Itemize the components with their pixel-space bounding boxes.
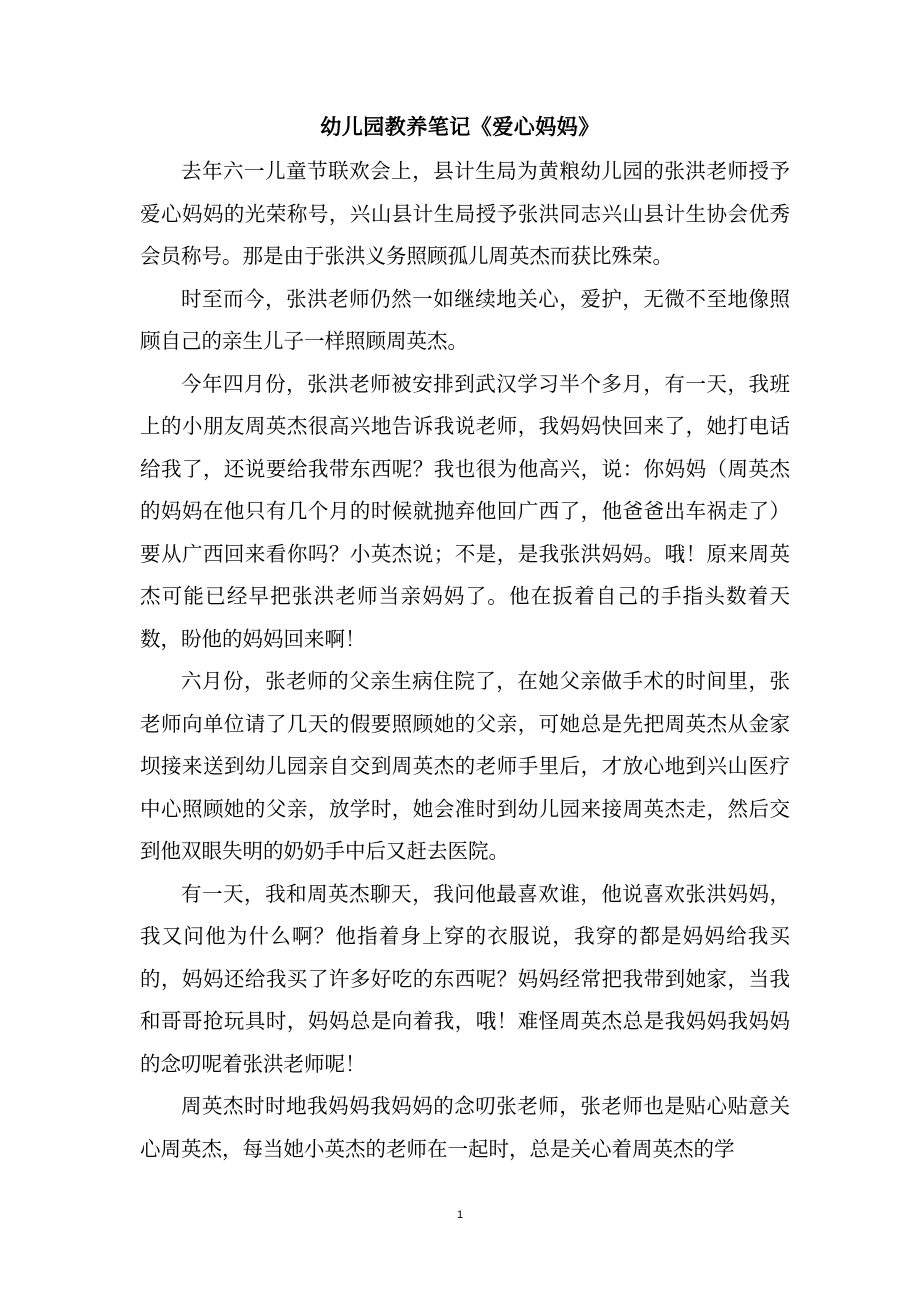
paragraph-2: 时至而今，张洪老师仍然一如继续地关心，爱护，无微不至地像照顾自己的亲生儿子一样照顾周英杰。 xyxy=(140,286,790,353)
paragraph-1: 去年六一儿童节联欢会上，县计生局为黄粮幼儿园的张洪老师授予爱心妈妈的光荣称号，兴山县计生局授予张洪同志兴山县计生协会优秀会员称号。那是由于张洪义务照顾孤儿周英杰而获比殊荣。 xyxy=(140,159,790,268)
page-number: 1 xyxy=(456,1209,464,1221)
document-title: 幼儿园教养笔记《爱心妈妈》 xyxy=(320,114,600,139)
paragraph-3: 今年四月份，张洪老师被安排到武汉学习半个多月，有一天，我班上的小朋友周英杰很高兴地告诉我说老师，我妈妈快回来了，她打电话给我了，还说要给我带东西呢？我也很为他高兴，说：你妈妈（周英杰的妈妈在他只有几个月的时候就抛弃他回广西了，他爸爸出车祸走了）要从广西回来看你吗？小英杰说；不是，是我张洪妈妈。哦！原来周英杰可能已经早把张洪老师当亲妈妈了。他在扳着自己的手指头数着天数，盼他的妈妈回来啊！ xyxy=(140,371,790,651)
paragraph-5: 有一天，我和周英杰聊天，我问他最喜欢谁，他说喜欢张洪妈妈，我又问他为什么啊？他指着身上穿的衣服说，我穿的都是妈妈给我买的，妈妈还给我买了许多好吃的东西呢？妈妈经常把我带到她家，当我和哥哥抢玩具时，妈妈总是向着我，哦！难怪周英杰总是我妈妈我妈妈的念叨呢着张洪老师呢！ xyxy=(140,881,790,1076)
paragraph-4: 六月份，张老师的父亲生病住院了，在她父亲做手术的时间里，张老师向单位请了几天的假要照顾她的父亲，可她总是先把周英杰从金家坝接来送到幼儿园亲自交到周英杰的老师手里后，才放心地到兴山医疗中心照顾她的父亲，放学时，她会准时到幼儿园来接周英杰走，然后交到他双眼失明的奶奶手中后又赶去医院。 xyxy=(140,669,790,863)
document-body xyxy=(140,150,790,1170)
paragraph-6: 周英杰时时地我妈妈我妈妈的念叨张老师，张老师也是贴心贴意关心周英杰，每当她小英杰的老师在一起时，总是关心着周英杰的学 xyxy=(140,1094,790,1161)
